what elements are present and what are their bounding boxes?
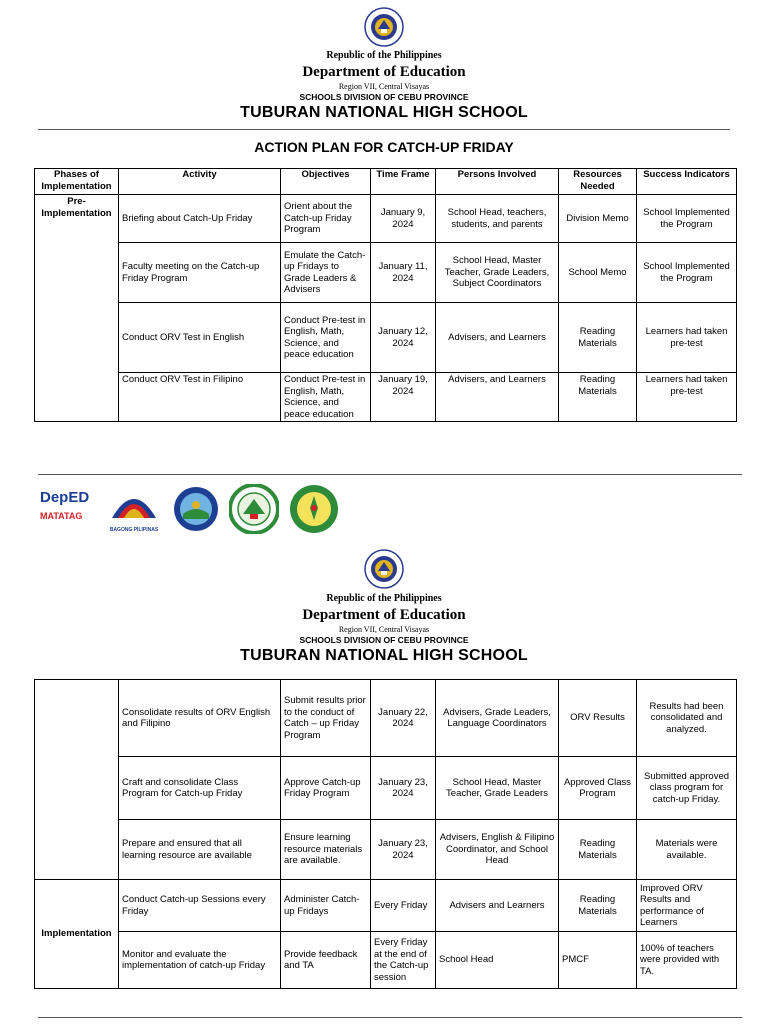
action-plan-table-page2 <box>34 679 737 989</box>
activity-cell: Craft and consolidate Class Program for Catch-up Friday <box>119 757 281 820</box>
column-header: Objectives <box>281 169 371 195</box>
division-text: SCHOOLS DIVISION OF CEBU PROVINCE <box>299 635 469 645</box>
table-row <box>35 932 737 989</box>
activity-cell: Consolidate results of ORV English and Filipino <box>119 680 281 757</box>
table-row <box>35 820 737 880</box>
activity-cell: Conduct ORV Test in Filipino <box>119 373 281 422</box>
persons-cell: School Head, teachers, students, and parents <box>436 195 559 243</box>
time-frame-cell: January 11, 2024 <box>371 243 436 303</box>
time-frame-cell: January 9, 2024 <box>371 195 436 243</box>
objectives-cell: Orient about the Catch-up Friday Program <box>281 195 371 243</box>
resources-cell: Division Memo <box>559 195 637 243</box>
table-row <box>35 195 737 243</box>
school-name: TUBURAN NATIONAL HIGH SCHOOL <box>240 104 528 121</box>
indicators-cell: Improved ORV Results and performance of Learners <box>637 880 737 932</box>
persons-cell: School Head, Master Teacher, Grade Leaders <box>436 757 559 820</box>
activity-cell: Prepare and ensured that all learning resource are available <box>119 820 281 880</box>
objectives-cell: Approve Catch-up Friday Program <box>281 757 371 820</box>
deped-seal-icon <box>364 549 404 589</box>
region-text: Region VII, Central Visayas <box>338 82 430 91</box>
action-plan-table-page1 <box>34 168 737 422</box>
division-text: SCHOOLS DIVISION OF CEBU PROVINCE <box>299 92 469 102</box>
time-frame-cell: January 23, 2024 <box>371 757 436 820</box>
persons-cell: School Head <box>436 932 559 989</box>
persons-cell: Advisers and Learners <box>436 880 559 932</box>
document-title: ACTION PLAN FOR CATCH-UP FRIDAY <box>254 139 514 155</box>
persons-cell: Advisers, English & Filipino Coordinator, and School Head <box>436 820 559 880</box>
footer-divider <box>38 1017 742 1018</box>
time-frame-cell: January 23, 2024 <box>371 820 436 880</box>
objectives-cell: Conduct Pre-test in English, Math, Science, and peace education <box>281 373 371 422</box>
table-row <box>35 680 737 757</box>
indicators-cell: Learners had taken pre-test <box>637 303 737 373</box>
objectives-cell: Provide feedback and TA <box>281 932 371 989</box>
phase-cell-empty <box>35 680 119 880</box>
table-row <box>35 243 737 303</box>
activity-cell: Faculty meeting on the Catch-up Friday Program <box>119 243 281 303</box>
activity-cell: Conduct ORV Test in English <box>119 303 281 373</box>
column-header: Persons Involved <box>436 169 559 195</box>
table-row <box>35 880 737 932</box>
time-frame-cell: January 12, 2024 <box>371 303 436 373</box>
phase-cell: Pre-Implementation <box>35 195 119 422</box>
phase-cell: Implementation <box>35 880 119 989</box>
resources-cell: ORV Results <box>559 680 637 757</box>
resources-cell: Reading Materials <box>559 303 637 373</box>
header-divider <box>38 129 730 130</box>
division-seal-icon <box>173 486 219 537</box>
column-header: Success Indicators <box>637 169 737 195</box>
bagong-pilipinas-text: BAGONG PILIPINAS <box>109 527 159 533</box>
indicators-cell: Materials were available. <box>637 820 737 880</box>
resources-cell: Reading Materials <box>559 373 637 422</box>
objectives-cell: Emulate the Catch-up Fridays to Grade Leaders & Advisers <box>281 243 371 303</box>
time-frame-cell: Every Friday <box>371 880 436 932</box>
department-title: Department of Education <box>302 64 466 80</box>
footer-divider <box>38 474 742 475</box>
objectives-cell: Administer Catch-up Fridays <box>281 880 371 932</box>
table-row <box>35 757 737 820</box>
deped-matatag-logo <box>40 490 96 530</box>
region-text: Region VII, Central Visayas <box>338 625 430 634</box>
resources-cell: PMCF <box>559 932 637 989</box>
municipal-seal-icon <box>229 484 279 539</box>
activity-cell: Monitor and evaluate the implementation of catch-up Friday <box>119 932 281 989</box>
school-name: TUBURAN NATIONAL HIGH SCHOOL <box>240 647 528 664</box>
column-header: Activity <box>119 169 281 195</box>
persons-cell: School Head, Master Teacher, Grade Leaders, Subject Coordinators <box>436 243 559 303</box>
resources-cell: Reading Materials <box>559 820 637 880</box>
indicators-cell: School Implemented the Program <box>637 243 737 303</box>
school-seal-icon <box>289 484 339 539</box>
persons-cell: Advisers, and Learners <box>436 303 559 373</box>
column-header: Phases of Implementation <box>35 169 119 195</box>
department-title: Department of Education <box>302 607 466 623</box>
republic-text: Republic of the Philippines <box>326 50 442 61</box>
time-frame-cell: January 22, 2024 <box>371 680 436 757</box>
indicators-cell: Results had been consolidated and analyzed. <box>637 680 737 757</box>
deped-logo-text: DepED <box>40 489 90 506</box>
persons-cell: Advisers, and Learners <box>436 373 559 422</box>
column-header: Time Frame <box>371 169 436 195</box>
table-header-row <box>35 169 737 195</box>
deped-seal-icon <box>364 7 404 47</box>
indicators-cell: 100% of teachers were provided with TA. <box>637 932 737 989</box>
objectives-cell: Ensure learning resource materials are available. <box>281 820 371 880</box>
table-row <box>35 303 737 373</box>
indicators-cell: Learners had taken pre-test <box>637 373 737 422</box>
activity-cell: Briefing about Catch-Up Friday <box>119 195 281 243</box>
resources-cell: Approved Class Program <box>559 757 637 820</box>
objectives-cell: Conduct Pre-test in English, Math, Science, and peace education <box>281 303 371 373</box>
persons-cell: Advisers, Grade Leaders, Language Coordinators <box>436 680 559 757</box>
matatag-logo-text: MATATAG <box>40 511 83 521</box>
bagong-pilipinas-icon <box>106 488 162 522</box>
objectives-cell: Submit results prior to the conduct of Catch – up Friday Program <box>281 680 371 757</box>
activity-cell: Conduct Catch-up Sessions every Friday <box>119 880 281 932</box>
table-row <box>35 373 737 422</box>
indicators-cell: Submitted approved class program for catch-up Friday. <box>637 757 737 820</box>
resources-cell: Reading Materials <box>559 880 637 932</box>
republic-text: Republic of the Philippines <box>326 593 442 604</box>
time-frame-cell: January 19, 2024 <box>371 373 436 422</box>
resources-cell: School Memo <box>559 243 637 303</box>
time-frame-cell: Every Friday at the end of the Catch-up session <box>371 932 436 989</box>
column-header: Resources Needed <box>559 169 637 195</box>
bagong-pilipinas-logo <box>106 488 162 532</box>
indicators-cell: School Implemented the Program <box>637 195 737 243</box>
